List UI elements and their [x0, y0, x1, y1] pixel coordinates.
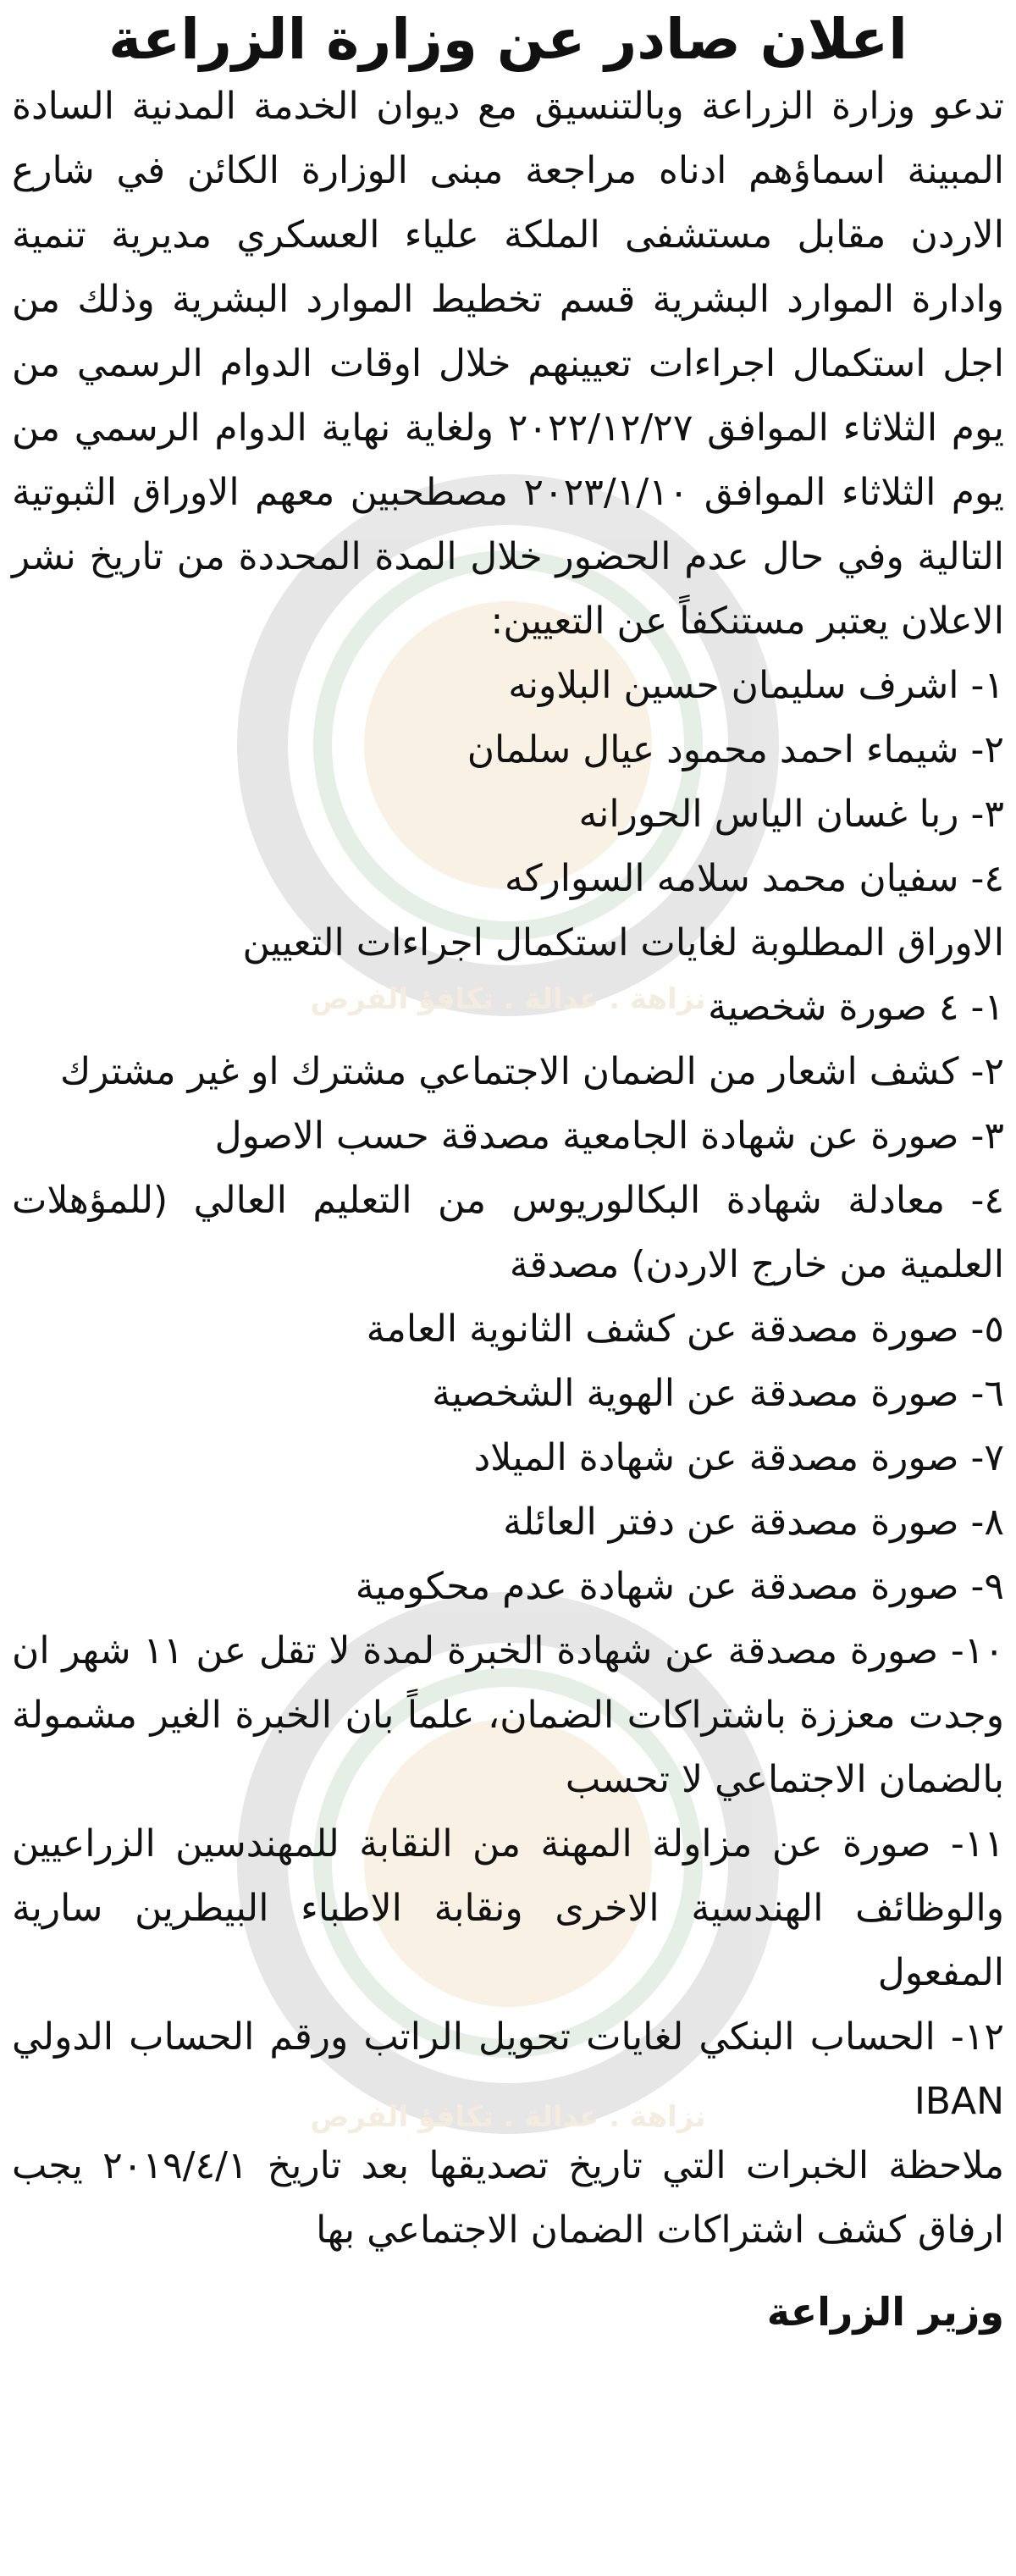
- candidate-name: ٤- سفيان محمد سلامه السواركه: [505, 857, 1004, 900]
- document-item: ٢- كشف اشعار من الضمان الاجتماعي مشترك او غير مشترك: [59, 1050, 1004, 1093]
- candidate-name: ١- اشرف سليمان حسين البلاونه: [508, 664, 1004, 707]
- candidate-name: ٣- ربا غسان الياس الحورانه: [578, 793, 1004, 836]
- candidate-names-list: [12, 654, 1004, 911]
- document-item: ١٢- الحساب البنكي لغايات تحويل الراتب ورقم الحساب الدولي IBAN: [12, 2015, 1004, 2123]
- document-item: ١١- صورة عن مزاولة المهنة من النقابة للمهندسين الزراعيين والوظائف الهندسية الاخرى ونقابة الاطباء البيطرين سارية المفعول: [12, 1822, 1004, 1994]
- required-documents-heading: الاوراق المطلوبة لغايات استكمال اجراءات التعيين: [242, 921, 1004, 965]
- document-item: ٦- صورة مصدقة عن الهوية الشخصية: [432, 1372, 1004, 1415]
- document-item: ١- ٤ صورة شخصية: [708, 986, 1004, 1029]
- required-documents-list: [12, 976, 1004, 2134]
- document-item: ٧- صورة مصدقة عن شهادة الميلاد: [473, 1436, 1004, 1479]
- document-item: ٤- معادلة شهادة البكالوريوس من التعليم العالي (للمؤهلات العلمية من خارج الاردن) مصدقة: [12, 1179, 1004, 1286]
- document-item: ٣- صورة عن شهادة الجامعية مصدقة حسب الاصول: [214, 1114, 1004, 1158]
- document-item: ١٠- صورة مصدقة عن شهادة الخبرة لمدة لا تقل عن ١١ شهر ان وجدت معززة باشتراكات الضمان، علماً بان الخبرة الغير مشمولة بالضمان الاجتماعي لا تحسب: [12, 1629, 1005, 1801]
- document-item: ٩- صورة مصدقة عن شهادة عدم محكومية: [355, 1565, 1004, 1608]
- seal-motto: نزاهة . عدالة . تكافؤ الفرص: [310, 982, 706, 1016]
- announcement-title: اعلان صادر عن وزارة الزراعة: [108, 7, 908, 72]
- announcement-body: [12, 75, 1004, 2344]
- document-item: ٥- صورة مصدقة عن كشف الثانوية العامة: [366, 1307, 1004, 1351]
- candidate-name: ٢- شيماء احمد محمود عيال سلمان: [467, 728, 1004, 771]
- intro-paragraph: تدعو وزارة الزراعة وبالتنسيق مع ديوان الخدمة المدنية السادة المبينة اسماؤهم ادناه مراجعة مبنى الوزارة الكائن في شارع الاردن مقابل مستشفى الملكة علياء العسكري مديرية تنمية وادارة الموارد البشرية قسم تخطيط الموارد البشرية وذلك من اجل استكمال اجراءات تعيينهم خلال اوقات الدوام الرسمي من يوم الثلاثاء الموافق ٢٠٢٢/١٢/٢٧ ولغاية نهاية الدوام الرسمي من يوم الثلاثاء الموافق ٢٠٢٣/١/١٠ مصطحبين معهم الاوراق الثبوتية التالية وفي حال عدم الحضور خلال المدة المحددة من تاريخ نشر الاعلان يعتبر مستنكفاً عن التعيين:: [12, 85, 1004, 643]
- seal-motto: نزاهة . عدالة . تكافؤ الفرص: [310, 2100, 706, 2134]
- signature-minister: وزير الزراعة: [766, 2289, 1004, 2335]
- document-item: ٨- صورة مصدقة عن دفتر العائلة: [503, 1501, 1004, 1544]
- note-paragraph: ملاحظة الخبرات التي تاريخ تصديقها بعد تاريخ ٢٠١٩/٤/١ يجب ارفاق كشف اشتراكات الضمان الاجتماعي بها: [12, 2144, 1005, 2252]
